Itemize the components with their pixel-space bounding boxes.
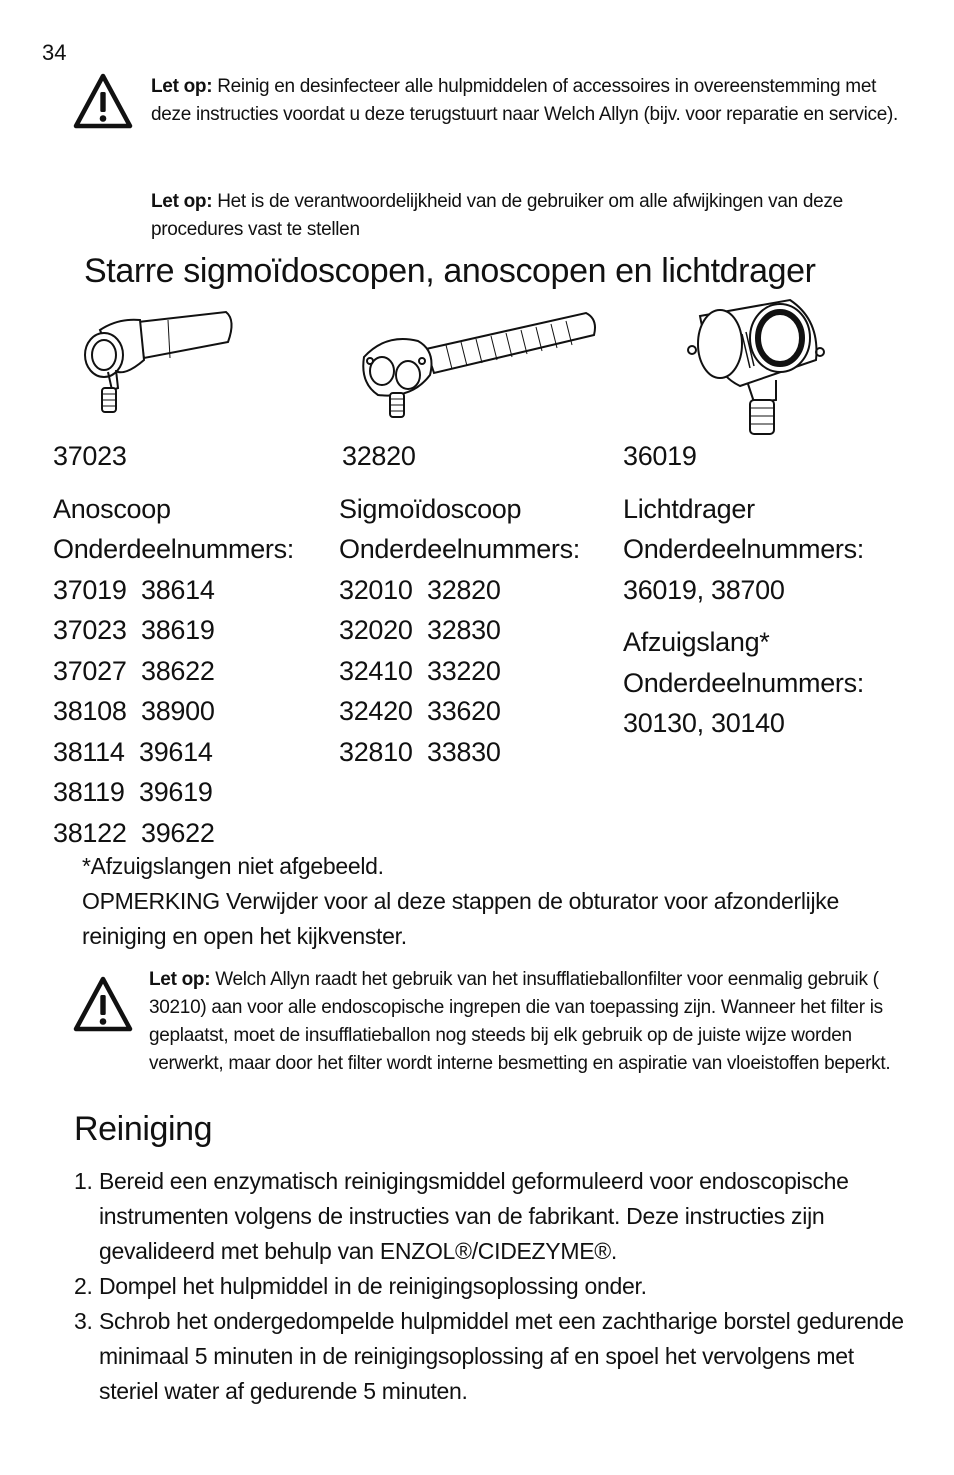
parts-row: 37027 38622 — [53, 655, 215, 686]
parts-label: Onderdeelnummers: — [623, 667, 865, 698]
parts-row: 32420 33620 — [339, 696, 501, 726]
parts-row: 37019 38614 — [53, 574, 215, 605]
parts-row: 32020 32830 — [339, 615, 501, 645]
parts-row: 38108 38900 — [53, 696, 215, 726]
caution-text: Het is de verantwoordelijkheid van de gebruiker om alle afwijkingen van deze procedures vast te stellen — [151, 191, 843, 240]
sigmoidoscope-image — [356, 305, 601, 430]
step-number: 2. — [74, 1273, 93, 1299]
parts-row: 38119 39619 — [53, 777, 213, 807]
step-number: 3. — [74, 1308, 93, 1334]
light-handle-image — [680, 290, 830, 440]
caution-text: Reinig en desinfecteer alle hulpmiddelen of accessoires in overeenstemming met deze instructies voordat u deze terugstuurt naar Welch Allyn (bijv. voor reparatie en service). — [151, 76, 899, 125]
product-name: Lichtdrager — [623, 493, 755, 524]
product-name: Sigmoïdoscoop — [339, 493, 522, 524]
parts-row: 36019, 38700 — [623, 574, 785, 605]
footnote: *Afzuigslangen niet afgebeeld. — [82, 853, 384, 879]
list-item — [74, 1269, 904, 1304]
section-title: Starre sigmoïdoscopen, anoscopen en lichtdrager — [84, 252, 816, 290]
caution-label: Let op: — [151, 191, 213, 212]
caution-note-3 — [149, 966, 929, 1078]
warning-icon — [72, 72, 134, 130]
caution-label: Let op: — [149, 969, 211, 990]
step-number: 1. — [74, 1168, 93, 1194]
parts-row: 32010 32820 — [339, 574, 501, 605]
caution-text: Welch Allyn raadt het gebruik van het insufflatieballonfilter voor eenmalig gebruik ( 30210) aan voor alle endoscopische ingrepen die van toepassing zijn. Wanneer het filter is geplaatst, moet de insufflatieballon nog steeds bij elk gebruik op de juiste wijze worden verwerkt, maar door het filter wordt interne besmetting en aspiratie van vloeistoffen beperkt. — [149, 969, 891, 1074]
suction-hose-name: Afzuigslang* — [623, 627, 770, 657]
warning-icon — [72, 975, 134, 1033]
step-text: Dompel het hulpmiddel in de reinigingsoplossing onder. — [99, 1273, 647, 1299]
parts-row: 37023 38619 — [53, 615, 215, 645]
page-number: 34 — [42, 40, 67, 65]
caution-note-2 — [151, 188, 926, 244]
product-code: 36019 — [623, 441, 697, 471]
caution-note-1 — [151, 73, 921, 129]
product-code: 32820 — [342, 441, 416, 471]
parts-label: Onderdeelnummers: — [53, 534, 295, 564]
product-name: Anoscoop — [53, 493, 171, 524]
cleaning-title: Reiniging — [74, 1110, 213, 1148]
parts-row: 32810 33830 — [339, 736, 501, 767]
step-text: Schrob het ondergedompelde hulpmiddel met een zachtharige borstel gedurende minimaal 5 minuten in de reinigingsoplossing af en spoel het vervolgens met steriel water af gedurende 5 minuten. — [99, 1308, 904, 1404]
product-column-anoscope — [53, 436, 294, 853]
list-item — [74, 1164, 904, 1269]
anoscope-image — [78, 300, 248, 420]
product-column-sigmoidoscope — [339, 436, 580, 772]
parts-row: 38114 39614 — [53, 736, 213, 767]
parts-label: Onderdeelnummers: — [623, 534, 865, 564]
cleaning-steps — [74, 1164, 904, 1409]
parts-row: 32410 33220 — [339, 655, 501, 686]
step-text: Bereid een enzymatisch reinigingsmiddel geformuleerd voor endoscopische instrumenten volgens de instructies van de fabrikant. Deze instructies zijn gevalideerd met behulp van ENZOL®/CIDEZYME®. — [99, 1168, 849, 1264]
product-code: 37023 — [53, 441, 127, 471]
remark: OPMERKING Verwijder voor al deze stappen de obturator voor afzonderlijke reiniging en open het kijkvenster. — [82, 888, 839, 949]
parts-row: 30130, 30140 — [623, 708, 785, 738]
parts-label: Onderdeelnummers: — [339, 534, 581, 564]
caution-label: Let op: — [151, 76, 213, 97]
product-column-light-handle — [623, 436, 864, 744]
parts-row: 38122 39622 — [53, 817, 215, 848]
list-item — [74, 1304, 904, 1409]
